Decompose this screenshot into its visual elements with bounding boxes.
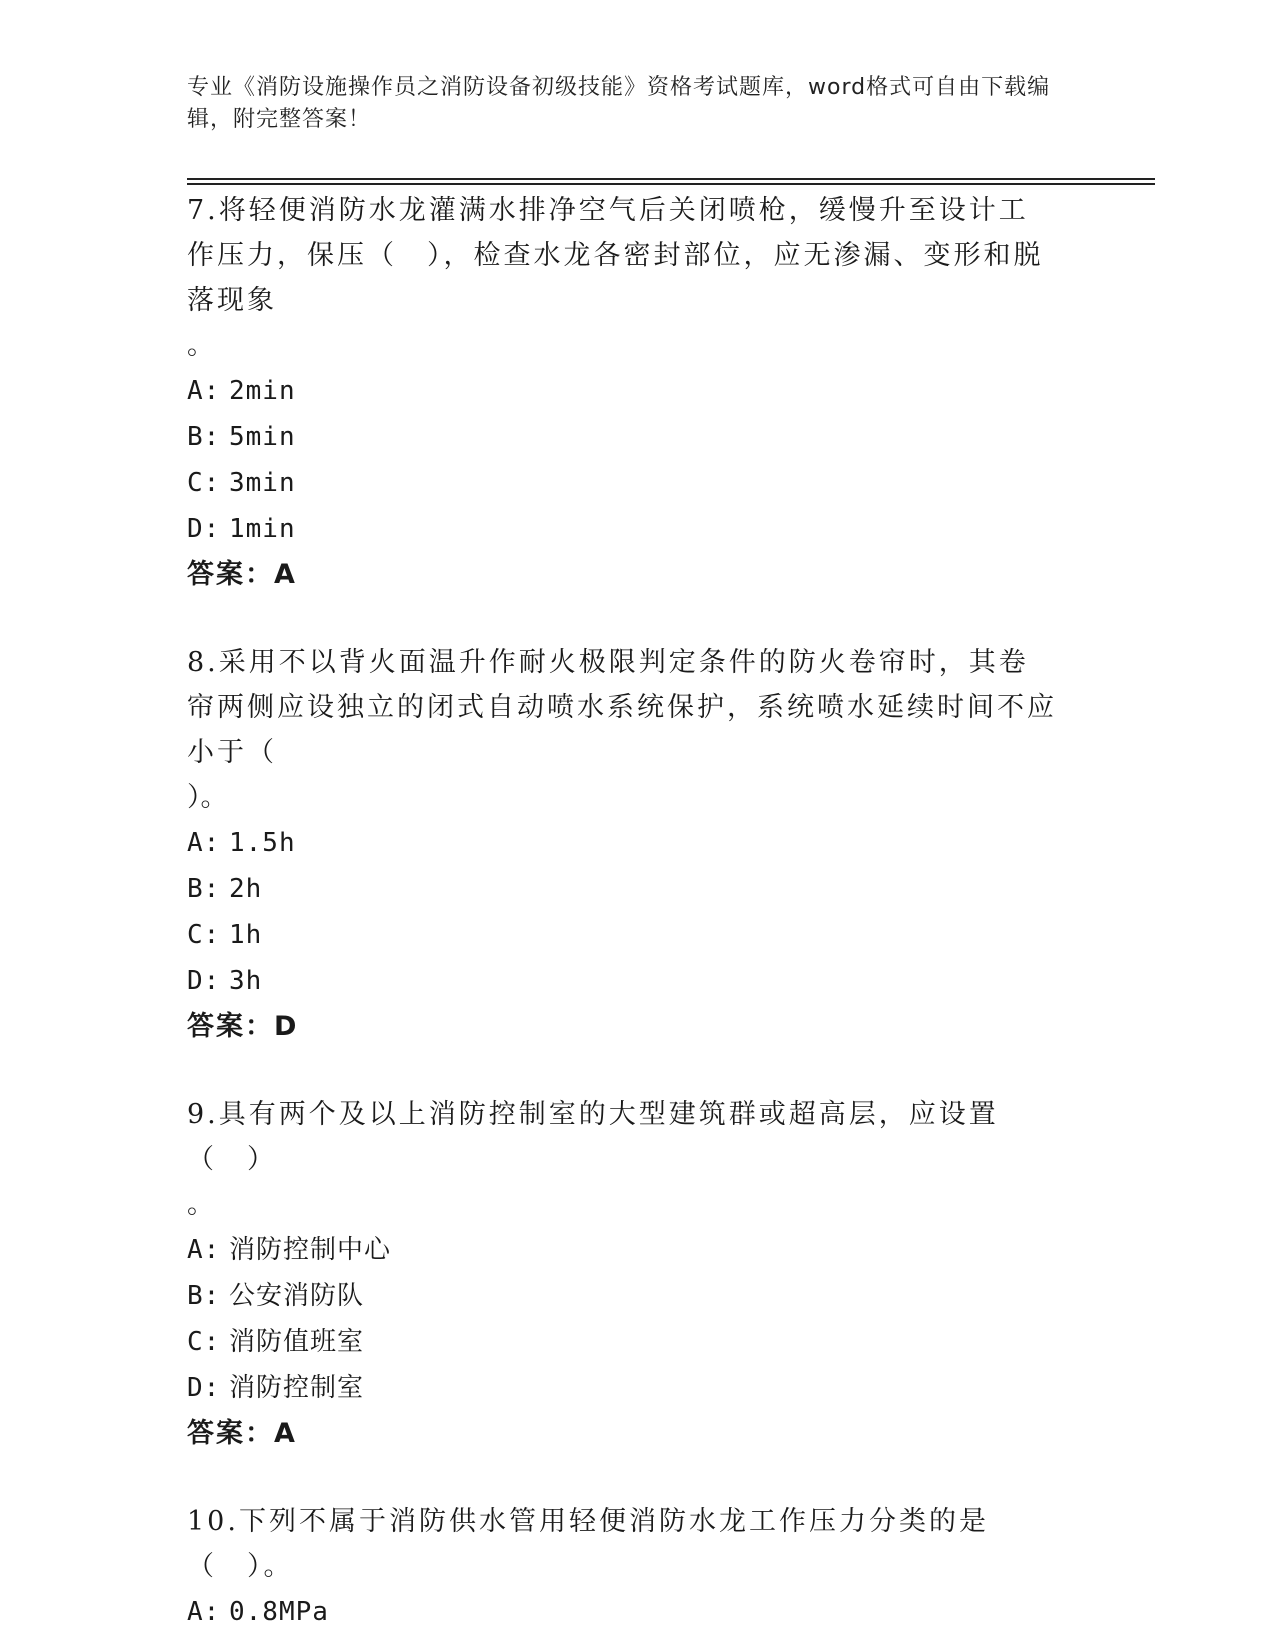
option-c: [187, 460, 1087, 506]
question-text: 9.具有两个及以上消防控制室的大型建筑群或超高层，应设置（ ）: [187, 1099, 999, 1175]
option-value: 2min: [229, 376, 296, 406]
option-value: 3h: [229, 966, 263, 996]
answer: 答案：A: [187, 559, 297, 590]
option-value: 3min: [229, 468, 296, 498]
option-a: [187, 368, 1087, 414]
question-text: 10.下列不属于消防供水管用轻便消防水龙工作压力分类的是（ ）。: [187, 1506, 989, 1582]
option-value: 2h: [229, 874, 263, 904]
option-value: 消防值班室: [229, 1327, 365, 1357]
option-a: [187, 820, 1087, 866]
question-list: [187, 188, 1087, 1635]
option-key: C:: [187, 920, 221, 950]
question-text: 7.将轻便消防水龙灌满水排净空气后关闭喷枪，缓慢升至设计工作压力，保压（ ），检查水龙各密封部位，应无渗漏、变形和脱落现象: [187, 195, 1044, 316]
option-d: [187, 506, 1087, 552]
option-key: A:: [187, 376, 221, 406]
option-key: A:: [187, 1597, 221, 1627]
question-text-tail: ）。: [187, 782, 228, 813]
option-value: 1h: [229, 920, 263, 950]
option-key: D:: [187, 966, 221, 996]
question-text-tail: 。: [187, 1189, 214, 1220]
option-key: B:: [187, 1281, 221, 1311]
option-value: 1min: [229, 514, 296, 544]
question-8: [187, 640, 1087, 1050]
option-c: [187, 1319, 1087, 1365]
question-text: 8.采用不以背火面温升作耐火极限判定条件的防火卷帘时，其卷帘两侧应设独立的闭式自动喷水系统保护，系统喷水延续时间不应小于（: [187, 647, 1057, 768]
option-value: 消防控制室: [229, 1373, 365, 1403]
option-value: 0.8MPa: [229, 1597, 329, 1627]
option-key: B:: [187, 874, 221, 904]
option-d: [187, 958, 1087, 1004]
option-a: [187, 1227, 1087, 1273]
header-rule-bottom: [187, 183, 1155, 185]
option-key: D:: [187, 1373, 221, 1403]
option-value: 公安消防队: [229, 1281, 365, 1311]
question-text-tail: 。: [187, 330, 214, 361]
header-rule-top: [187, 178, 1155, 180]
option-key: C:: [187, 468, 221, 498]
question-7: [187, 188, 1087, 598]
question-10: [187, 1499, 1087, 1635]
option-b: [187, 1273, 1087, 1319]
answer: 答案：A: [187, 1418, 297, 1449]
option-b: [187, 414, 1087, 460]
option-a: [187, 1589, 1087, 1635]
document-header: 专业《消防设施操作员之消防设备初级技能》资格考试题库，word格式可自由下载编辑，附完整答案！: [187, 75, 1051, 132]
option-b: [187, 866, 1087, 912]
option-key: D:: [187, 514, 221, 544]
option-key: A:: [187, 828, 221, 858]
question-9: [187, 1092, 1087, 1457]
option-key: B:: [187, 422, 221, 452]
option-key: C:: [187, 1327, 221, 1357]
option-value: 5min: [229, 422, 296, 452]
option-c: [187, 912, 1087, 958]
option-value: 消防控制中心: [229, 1235, 392, 1265]
option-value: 1.5h: [229, 828, 296, 858]
answer: 答案：D: [187, 1011, 299, 1042]
option-key: A:: [187, 1235, 221, 1265]
option-d: [187, 1365, 1087, 1411]
